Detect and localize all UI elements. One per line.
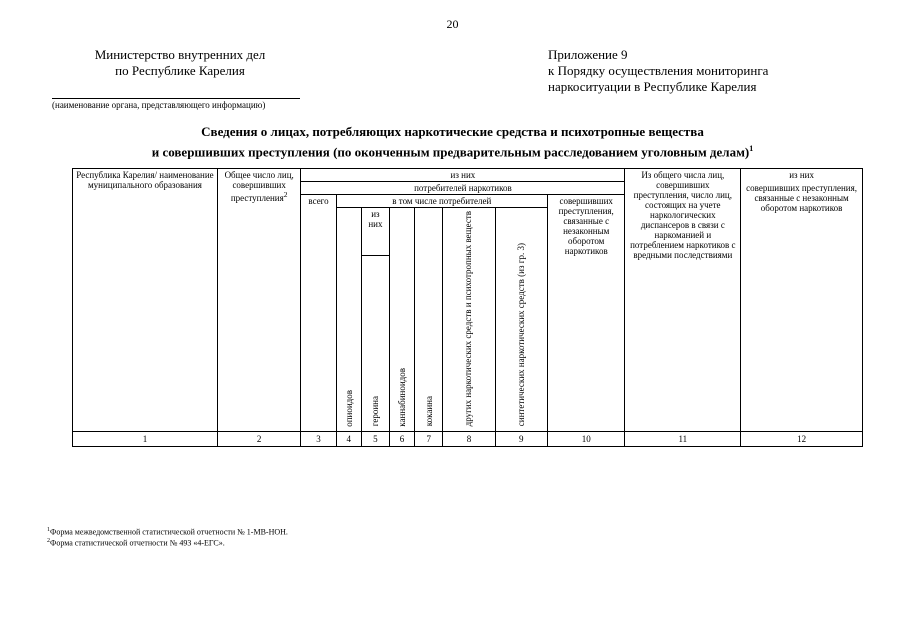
header-drug-crimes: совершивших преступления, связанные с незаконным оборотом наркотиков [547, 195, 625, 432]
header-cannabinoids: каннабиноидов [389, 208, 414, 432]
title-footnote-mark: 1 [749, 144, 754, 153]
header-total-persons: Общее число лиц, совершивших преступления$^2$ [217, 169, 301, 432]
column-number: 3 [301, 432, 336, 447]
appendix-line2: к Порядку осуществления мониторинга [548, 63, 769, 78]
header-synthetic: синтетических наркотических средств (из гр. 3) [495, 208, 547, 432]
organization-line2: по Республике Карелия [115, 63, 245, 78]
col2-footnote-mark: 2 [283, 190, 288, 199]
column-number: 9 [495, 432, 547, 447]
column-number: 2 [217, 432, 301, 447]
header-v-tom-chisle: в том числе потребителей [336, 195, 547, 208]
header-heroin: героина [361, 255, 389, 432]
column-number: 7 [415, 432, 443, 447]
header-consumers: потребителей наркотиков [301, 182, 625, 195]
column-number: 11 [625, 432, 741, 447]
header-opioids: опиоидов [336, 208, 361, 432]
column-number: 8 [443, 432, 495, 447]
page-number: 20 [446, 17, 459, 31]
header-iz-nih-1: из них [301, 169, 625, 182]
organization-block [60, 47, 300, 79]
title-line2: и совершивших преступления (по оконченным предварительным расследованием уголовным делам)$^1$ [151, 144, 754, 160]
header-iz-nih-small: из них [361, 208, 389, 256]
header-col12-iz-nih: из них [741, 169, 863, 182]
header-vsego: всего [301, 195, 336, 432]
header-registered: Из общего числа лиц, совершивших преступления, число лиц, состоящих на учете наркологических диспансеров в связи с наркоманией и потреблением наркотиков с вредными последствиями [625, 169, 741, 432]
header-col12-crimes: совершивших преступления, связанные с незаконным оборотом наркотиков [741, 182, 863, 432]
organization-note: (наименование органа, представляющего информацию) [52, 100, 266, 110]
footnote-2-mark: 2 [47, 538, 50, 544]
appendix-line1: Приложение 9 [548, 47, 628, 62]
appendix-block [548, 47, 768, 95]
column-number: 12 [741, 432, 863, 447]
organization-line1: Министерство внутренних дел [94, 47, 266, 62]
column-numbers-row [73, 432, 863, 447]
column-number: 6 [389, 432, 414, 447]
report-table [72, 168, 863, 447]
header-other-drugs: других наркотических средств и психотропных веществ [443, 208, 495, 432]
column-number: 5 [361, 432, 389, 447]
organization-underline [52, 98, 300, 99]
column-number: 4 [336, 432, 361, 447]
document-title [0, 123, 905, 160]
footnote-1-mark: 1 [47, 527, 50, 533]
footnote-1: $^1$Форма межведомственной статистической отчетности № 1-МВ-НОН. [47, 527, 288, 537]
footnote-2: $^2$Форма статистической отчетности № 493 «4-ЕГС». [47, 538, 225, 548]
column-number: 1 [73, 432, 218, 447]
column-number: 10 [547, 432, 625, 447]
title-line1: Сведения о лицах, потребляющих наркотические средства и психотропные вещества [201, 124, 704, 139]
appendix-line3: наркоситуации в Республике Карелия [548, 79, 757, 94]
header-region: Республика Карелия/ наименование муниципального образования [73, 169, 218, 432]
header-cocaine: кокаина [415, 208, 443, 432]
